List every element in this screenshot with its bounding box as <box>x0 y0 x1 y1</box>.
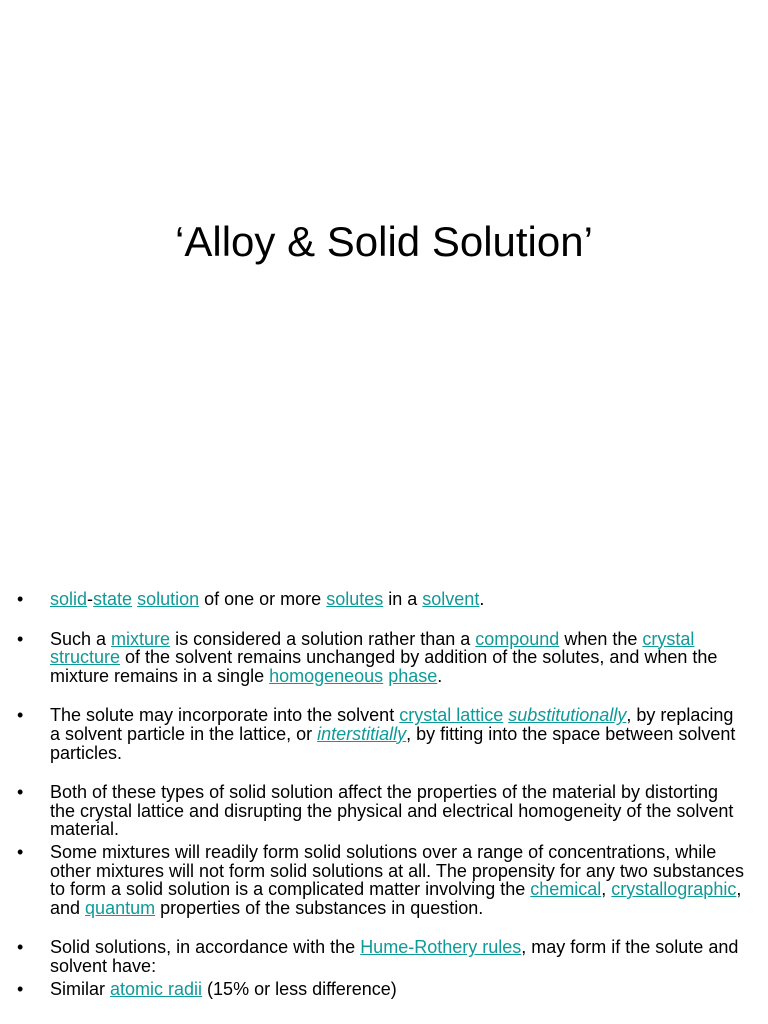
bullet-item <box>0 590 768 609</box>
page-title: ‘Alloy & Solid Solution’ <box>175 218 593 265</box>
bullet-dot: • <box>17 937 24 958</box>
link-mixture[interactable]: mixture <box>111 628 171 649</box>
bullet-text: of one or more <box>199 589 327 609</box>
bullet-dot: • <box>17 628 24 649</box>
bullet-text: The solute may incorporate into the solvent <box>50 705 400 726</box>
bullet-text: Solid solutions, in accordance with the <box>50 937 361 958</box>
bullet-text: - <box>87 589 94 609</box>
link-compound[interactable]: compound <box>475 628 560 649</box>
bullet-text: in a <box>383 589 423 609</box>
bullet-text: when the <box>559 628 643 649</box>
link-solution[interactable]: solution <box>137 589 200 609</box>
bullet-text: . <box>479 589 485 609</box>
bullet-item <box>0 783 768 839</box>
bullet-dot: • <box>17 978 24 999</box>
bullet-dot: • <box>17 589 24 609</box>
bullet-item <box>0 843 768 917</box>
link-crystallographic[interactable]: crystallographic <box>611 879 737 900</box>
bullet-text: , by replacing a solvent particle in the lattice, or <box>50 705 734 744</box>
link-solid[interactable]: solid <box>50 589 88 609</box>
link-solvent[interactable]: solvent <box>422 589 480 609</box>
bullet-dot: • <box>17 841 24 862</box>
bullet-dot: • <box>17 705 24 726</box>
link-quantum[interactable]: quantum <box>85 897 156 918</box>
bullet-list <box>0 590 768 998</box>
bullet-text: , and <box>50 879 742 918</box>
bullet-text: Both of these types of solid solution affect the properties of the material by distorting the crystal lattice and disrupting the physical and electrical homogeneity of the solvent material. <box>50 782 734 840</box>
bullet-text: Such a <box>50 628 112 649</box>
bullet-text: properties of the substances in question. <box>155 897 484 918</box>
bullet-text: . <box>437 665 443 686</box>
bullet-text: , by fitting into the space between solvent particles. <box>50 723 736 763</box>
bullet-item <box>0 706 768 762</box>
bullet-item <box>0 630 768 686</box>
bullet-text: , may form if the solute and solvent have: <box>50 937 739 976</box>
link-atomic-radii[interactable]: atomic radii <box>110 978 203 999</box>
bullet-item <box>0 938 768 975</box>
link-state[interactable]: state <box>93 589 133 609</box>
bullet-text: of the solvent remains unchanged by addition of the solutes, and when the mixture remains in a single <box>50 647 718 686</box>
link-substitutionally[interactable]: substitutionally <box>508 705 627 726</box>
bullet-text: is considered a solution rather than a <box>170 628 476 649</box>
bullet-text: Some mixtures will readily form solid solutions over a range of concentrations, while other mixtures will not form solid solutions at all. The propensity for any two substances to form a solid solution is a complicated matter involving the <box>50 841 744 900</box>
bullet-text: , <box>601 879 612 900</box>
link-phase[interactable]: phase <box>388 665 438 686</box>
bullet-text: (15% or less difference) <box>202 978 397 999</box>
link-interstitially[interactable]: interstitially <box>317 723 407 744</box>
link-homogeneous[interactable]: homogeneous <box>269 665 384 686</box>
bullet-dot: • <box>17 782 24 803</box>
link-crystal-structure[interactable]: crystal structure <box>50 628 695 668</box>
link-crystal-lattice[interactable]: crystal lattice <box>399 705 504 726</box>
link-chemical[interactable]: chemical <box>530 879 602 900</box>
link-solutes[interactable]: solutes <box>326 589 384 609</box>
bullet-item <box>0 980 768 999</box>
link-hume-rothery-rules[interactable]: Hume-Rothery rules <box>360 937 522 958</box>
bullet-text: Similar <box>50 978 111 999</box>
